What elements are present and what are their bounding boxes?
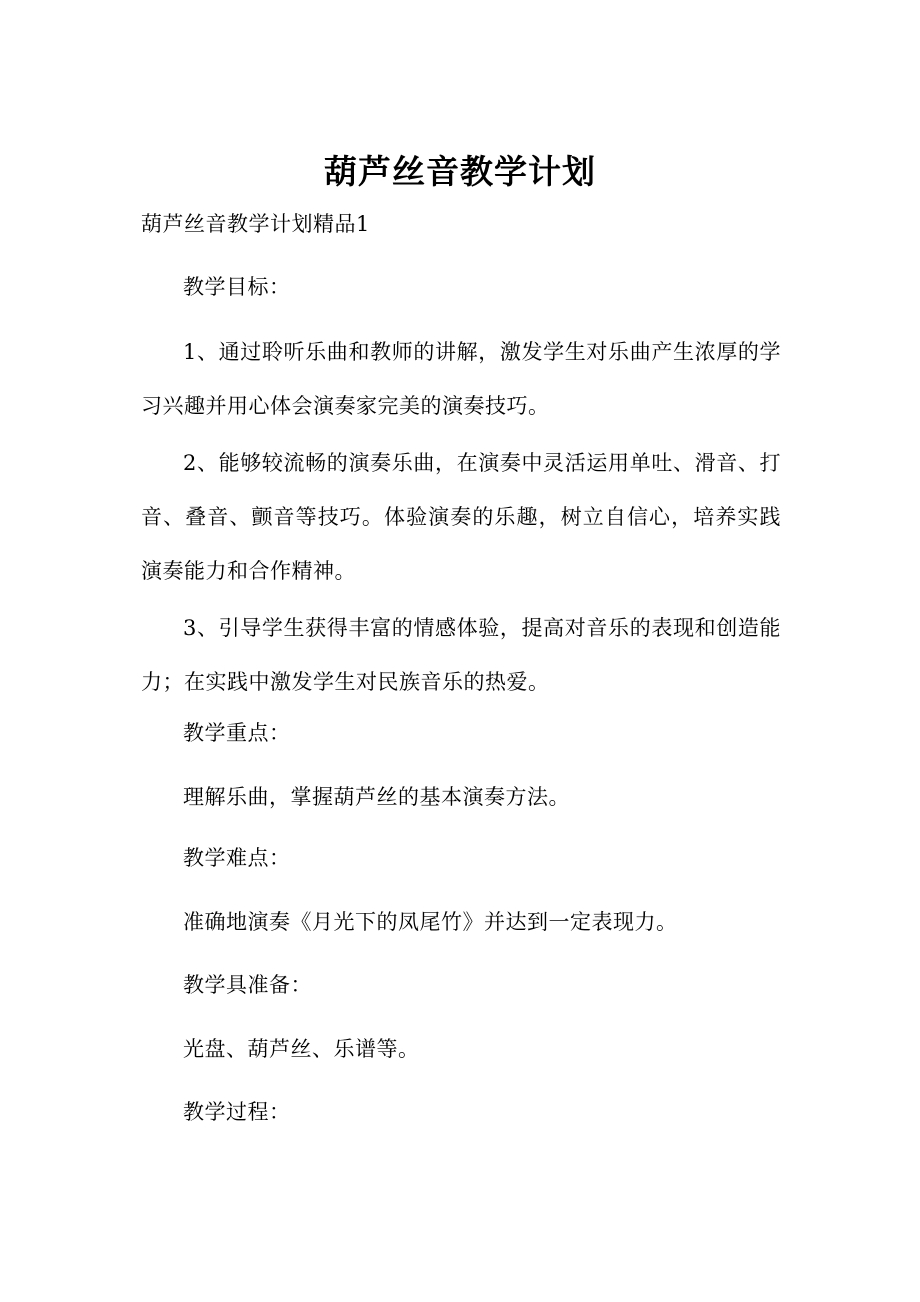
section-heading-key-points: 教学重点： [183, 721, 291, 745]
section-heading-materials: 教学具准备： [183, 973, 312, 997]
section-heading-process: 教学过程： [183, 1100, 291, 1124]
objective-paragraph-3: 3、引导学生获得丰富的情感体验，提高对音乐的表现和创造能力；在实践中激发学生对民族音乐的热爱。 [141, 616, 781, 694]
section-heading-difficulties: 教学难点： [183, 846, 291, 870]
objective-paragraph-2: 2、能够较流畅的演奏乐曲，在演奏中灵活运用单吐、滑音、打音、叠音、颤音等技巧。体验演奏的乐趣，树立自信心，培养实践演奏能力和合作精神。 [141, 451, 781, 583]
objective-paragraph-1: 1、通过聆听乐曲和教师的讲解，激发学生对乐曲产生浓厚的学习兴趣并用心体会演奏家完美的演奏技巧。 [141, 340, 781, 418]
document-subtitle: 葫芦丝音教学计划精品1 [141, 212, 370, 236]
section-heading-objectives: 教学目标： [183, 275, 291, 299]
key-points-paragraph: 理解乐曲，掌握葫芦丝的基本演奏方法。 [183, 785, 570, 809]
document-title: 葫芦丝音教学计划 [324, 152, 596, 191]
materials-paragraph: 光盘、葫芦丝、乐谱等。 [183, 1037, 420, 1061]
difficulties-paragraph: 准确地演奏《月光下的凤尾竹》并达到一定表现力。 [183, 910, 678, 934]
